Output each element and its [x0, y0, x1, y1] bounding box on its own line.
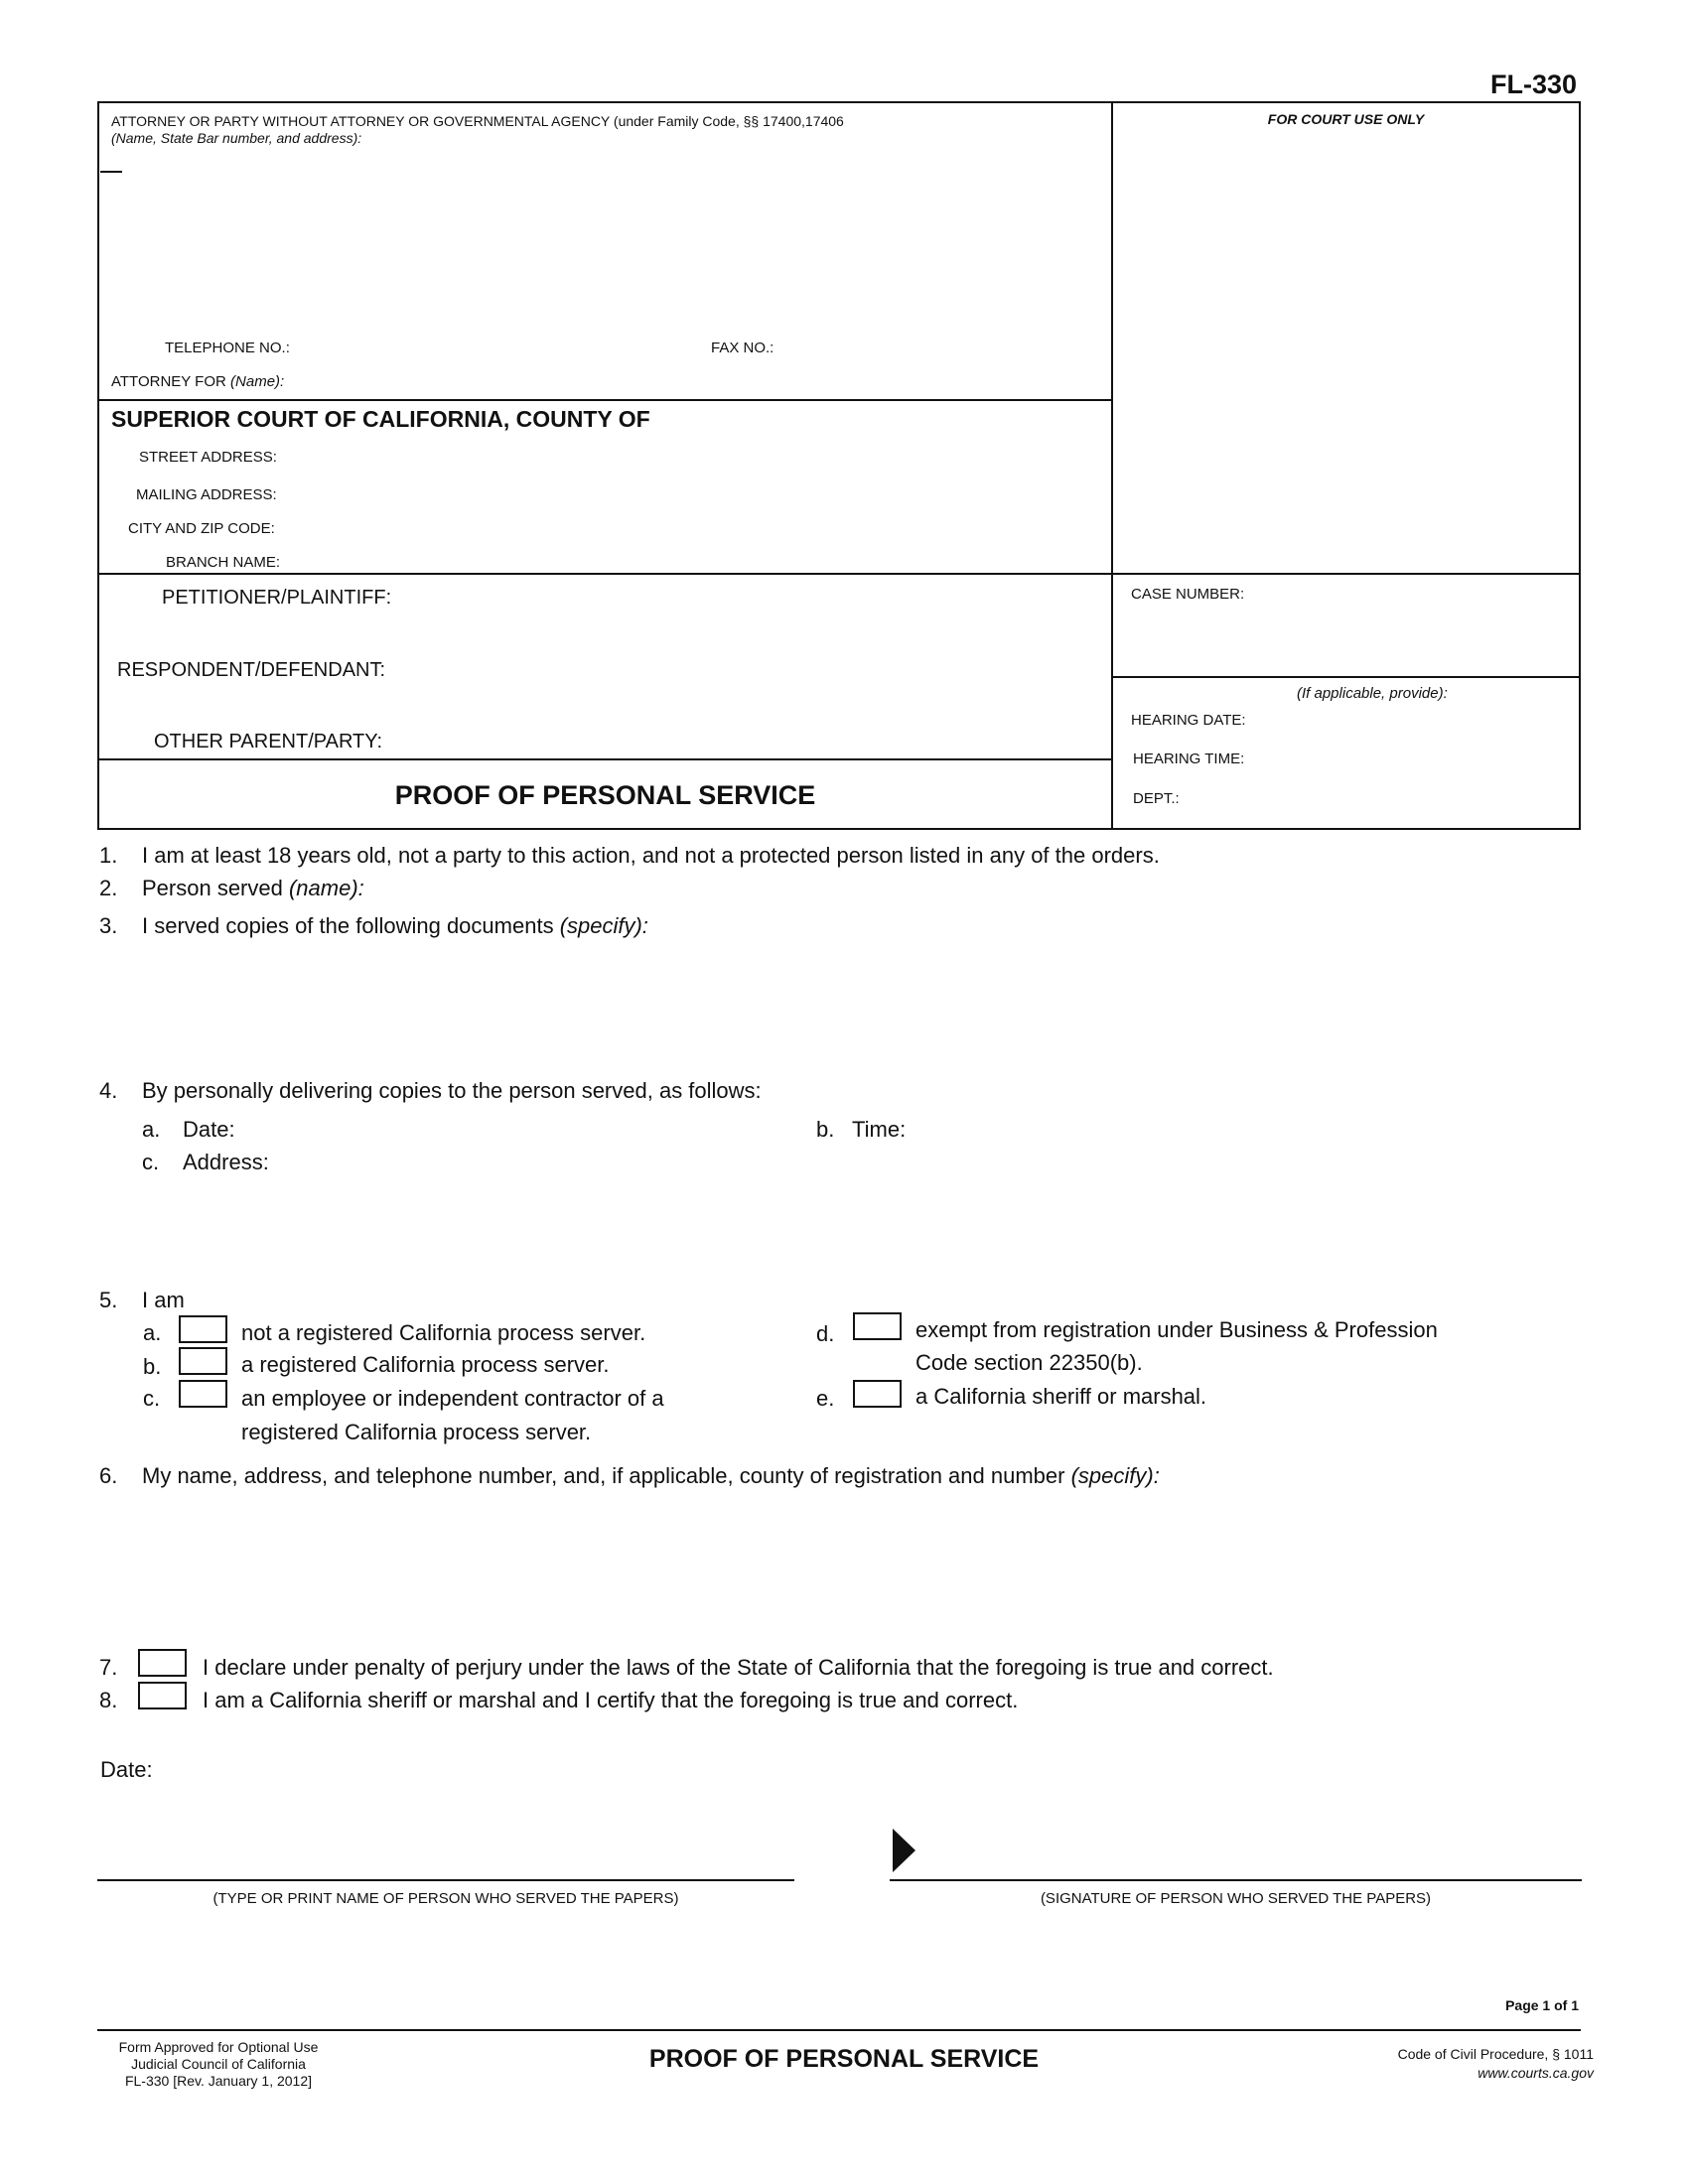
item-4c-address-label: Address:: [183, 1150, 269, 1174]
attorney-for-label: ATTORNEY FOR: [111, 373, 226, 390]
item-7-text: I declare under penalty of perjury under the laws of the State of California that the foregoing is true and correct.: [203, 1655, 1274, 1680]
hearing-date-label: HEARING DATE:: [1131, 712, 1246, 729]
item-5b-letter: b.: [143, 1354, 162, 1379]
item-3-text: I served copies of the following documents: [142, 913, 554, 938]
respondent-label: RESPONDENT/DEFENDANT:: [117, 659, 386, 681]
item-5c-text-line2: registered California process server.: [241, 1420, 592, 1444]
fax-label: FAX NO.:: [711, 340, 774, 356]
item-5e-text: a California sheriff or marshal.: [915, 1384, 1207, 1409]
item-5d-text-line1: exempt from registration under Business & Profession: [915, 1317, 1438, 1342]
item-5e-checkbox[interactable]: [853, 1380, 902, 1408]
court-title: SUPERIOR COURT OF CALIFORNIA, COUNTY OF: [111, 406, 650, 432]
footer-left-line3: FL-330 [Rev. January 1, 2012]: [124, 2073, 313, 2089]
item-2-number: 2.: [99, 876, 118, 900]
item-4b-time-label: Time:: [852, 1117, 907, 1142]
item-5a-text: not a registered California process server.: [241, 1320, 646, 1345]
item-2-specify: (name):: [288, 876, 364, 900]
item-5b-text: a registered California process server.: [241, 1352, 610, 1377]
divider-attorney-court: [97, 399, 1113, 401]
item-6-number: 6.: [99, 1463, 118, 1488]
item-4c-letter: c.: [142, 1150, 160, 1174]
dept-label: DEPT.:: [1133, 790, 1180, 807]
city-zip-label: CITY AND ZIP CODE:: [128, 520, 275, 537]
item-5d-letter: d.: [816, 1321, 835, 1346]
date-label: Date:: [100, 1757, 153, 1782]
item-3-number: 3.: [99, 913, 118, 938]
signature-caption: (SIGNATURE OF PERSON WHO SERVED THE PAPERS): [1040, 1890, 1432, 1907]
hearing-time-label: HEARING TIME:: [1133, 751, 1245, 767]
item-8-checkbox[interactable]: [138, 1682, 187, 1709]
divider-parties-title: [97, 758, 1113, 760]
item-2-text: Person served: [142, 876, 283, 900]
item-5c-checkbox[interactable]: [179, 1380, 227, 1408]
signature-line[interactable]: [890, 1879, 1582, 1881]
item-5d-text-line2: Code section 22350(b).: [915, 1350, 1143, 1375]
item-5a-checkbox[interactable]: [179, 1315, 227, 1343]
item-4a-date-label: Date:: [183, 1117, 235, 1142]
caption-left-block: [97, 101, 1113, 830]
form-title: PROOF OF PERSONAL SERVICE: [394, 780, 816, 810]
page-number: Page 1 of 1: [1505, 1997, 1579, 2013]
footer-left-block: [89, 2039, 348, 2090]
item-5c-letter: c.: [143, 1386, 161, 1411]
footer-rule: [97, 2029, 1581, 2031]
item-5a-letter: a.: [143, 1320, 162, 1345]
footer-title: PROOF OF PERSONAL SERVICE: [648, 2045, 1040, 2073]
item-7-number: 7.: [99, 1655, 118, 1680]
item-5-number: 5.: [99, 1288, 118, 1312]
item-5-text: I am: [142, 1288, 185, 1312]
if-applicable-note: (If applicable, provide):: [1297, 685, 1448, 702]
attorney-field-mark: [100, 171, 122, 173]
attorney-header: ATTORNEY OR PARTY WITHOUT ATTORNEY OR GOVERNMENTAL AGENCY (under Family Code, §§ 17400,17406: [111, 113, 844, 129]
branch-name-label: BRANCH NAME:: [166, 554, 281, 571]
attorney-for-sub: (Name):: [230, 373, 285, 390]
footer-right-block: [1398, 2045, 1594, 2083]
item-7-checkbox[interactable]: [138, 1649, 187, 1677]
item-5d-checkbox[interactable]: [853, 1312, 902, 1340]
court-use-label: FOR COURT USE ONLY: [1267, 111, 1425, 127]
item-3-specify: (specify):: [559, 913, 648, 938]
item-1-number: 1.: [99, 843, 118, 868]
footer-citation: Code of Civil Procedure, § 1011: [1397, 2046, 1594, 2062]
footer-left-line2: Judicial Council of California: [131, 2056, 306, 2072]
item-4b-letter: b.: [816, 1117, 835, 1142]
footer-left-line1: Form Approved for Optional Use: [118, 2039, 319, 2055]
name-line[interactable]: [97, 1879, 794, 1881]
attorney-subheader: (Name, State Bar number, and address):: [111, 130, 362, 146]
item-5b-checkbox[interactable]: [179, 1347, 227, 1375]
telephone-label: TELEPHONE NO.:: [165, 340, 290, 356]
item-8-number: 8.: [99, 1688, 118, 1712]
divider-case-hearing: [1111, 676, 1581, 678]
petitioner-label: PETITIONER/PLAINTIFF:: [162, 587, 392, 609]
mailing-address-label: MAILING ADDRESS:: [136, 486, 277, 503]
name-caption: (TYPE OR PRINT NAME OF PERSON WHO SERVED THE PAPERS): [212, 1890, 679, 1907]
item-1-text: I am at least 18 years old, not a party to this action, and not a protected person listed in any of the orders.: [142, 843, 1160, 868]
divider-court-parties: [97, 573, 1581, 575]
footer-website-link[interactable]: www.courts.ca.gov: [1477, 2065, 1594, 2081]
item-4-number: 4.: [99, 1078, 118, 1103]
other-party-label: OTHER PARENT/PARTY:: [154, 731, 383, 752]
item-4a-letter: a.: [142, 1117, 161, 1142]
item-5e-letter: e.: [816, 1386, 835, 1411]
form-number: FL-330: [1489, 69, 1577, 99]
item-4-text: By personally delivering copies to the person served, as follows:: [142, 1078, 762, 1103]
case-number-label: CASE NUMBER:: [1131, 586, 1245, 603]
item-8-text: I am a California sheriff or marshal and I certify that the foregoing is true and correct.: [203, 1688, 1019, 1712]
signature-arrow-icon: [890, 1825, 919, 1876]
street-address-label: STREET ADDRESS:: [139, 449, 277, 466]
item-5c-text-line1: an employee or independent contractor of a: [241, 1386, 664, 1411]
item-6-text: My name, address, and telephone number, and, if applicable, county of registration and number: [142, 1463, 1065, 1488]
item-6-specify: (specify):: [1070, 1463, 1160, 1488]
